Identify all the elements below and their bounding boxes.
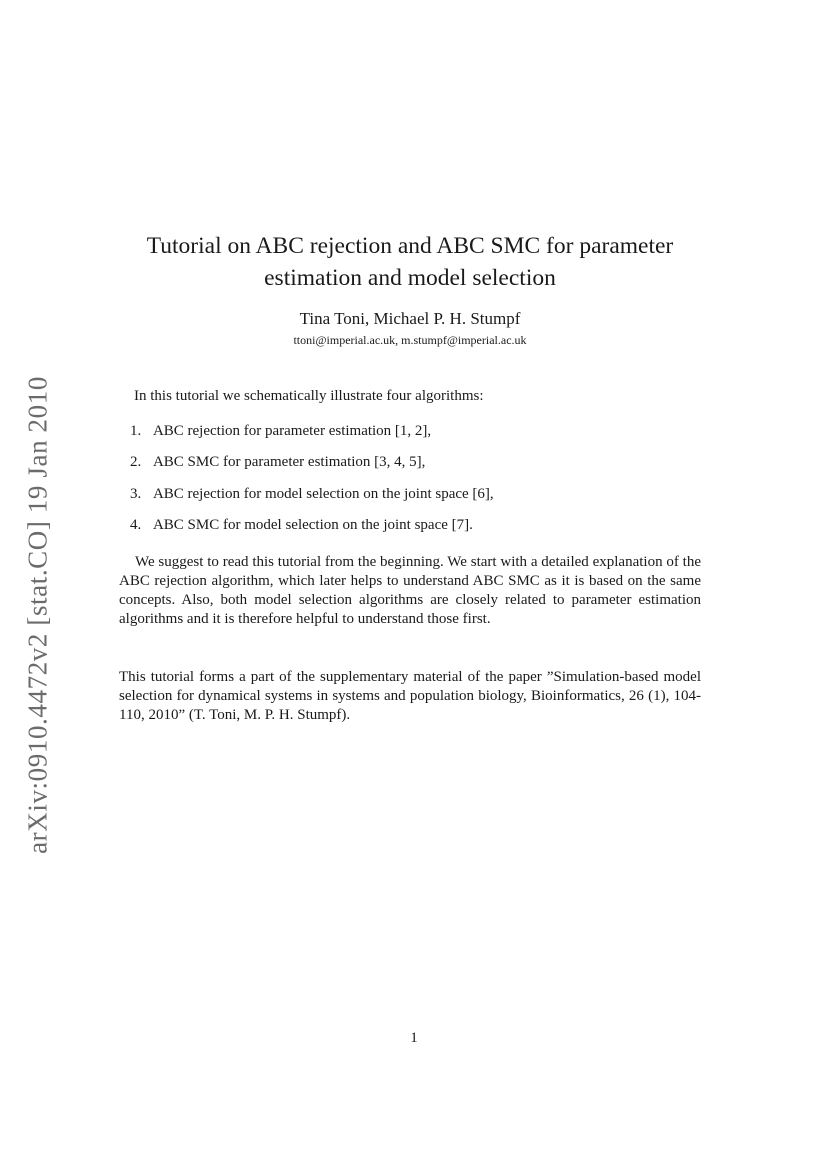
list-item-text: ABC rejection for model selection on the joint space [6], bbox=[152, 485, 494, 502]
list-item bbox=[130, 517, 494, 548]
arxiv-identifier: arXiv:0910.4472v2 [stat.CO] 19 Jan 2010 bbox=[22, 376, 53, 854]
supplementary-note-paragraph: This tutorial forms a part of the supplementary material of the paper ”Simulation-based model selection for dynamical systems in systems and population biology, Bioinformatics, 26 (1), 104-110, 2010” (T. Toni, M. P. H. Stumpf). bbox=[119, 669, 701, 723]
list-item-number: 3. bbox=[130, 485, 142, 502]
author-emails: ttoni@imperial.ac.uk, m.stumpf@imperial.ac.uk bbox=[293, 333, 527, 347]
list-item bbox=[130, 423, 494, 454]
list-item-number: 2. bbox=[130, 454, 142, 471]
list-item-number: 1. bbox=[130, 423, 142, 439]
list-item-text: ABC rejection for parameter estimation [1, 2], bbox=[152, 423, 432, 439]
algorithm-list bbox=[130, 423, 494, 548]
list-item-text: ABC SMC for parameter estimation [3, 4, 5], bbox=[152, 454, 426, 471]
list-item bbox=[130, 454, 494, 485]
paper-title bbox=[120, 230, 700, 294]
page-number: 1 bbox=[410, 1030, 418, 1046]
list-item bbox=[130, 486, 494, 517]
list-item-number: 4. bbox=[130, 516, 142, 533]
reading-advice-paragraph: We suggest to read this tutorial from the beginning. We start with a detailed explanation of the ABC rejection algorithm, which later helps to understand ABC SMC as it is based on the same concepts. Also, both model selection algorithms are closely related to parameter estimation algorithms and it is therefore helpful to understand those first. bbox=[119, 554, 701, 627]
title-line-1: Tutorial on ABC rejection and ABC SMC for parameter bbox=[146, 233, 674, 259]
authors: Tina Toni, Michael P. H. Stumpf bbox=[299, 309, 521, 328]
intro-sentence: In this tutorial we schematically illustrate four algorithms: bbox=[134, 388, 484, 404]
title-line-2: estimation and model selection bbox=[264, 265, 556, 291]
list-item-text: ABC SMC for model selection on the joint space [7]. bbox=[152, 516, 473, 533]
